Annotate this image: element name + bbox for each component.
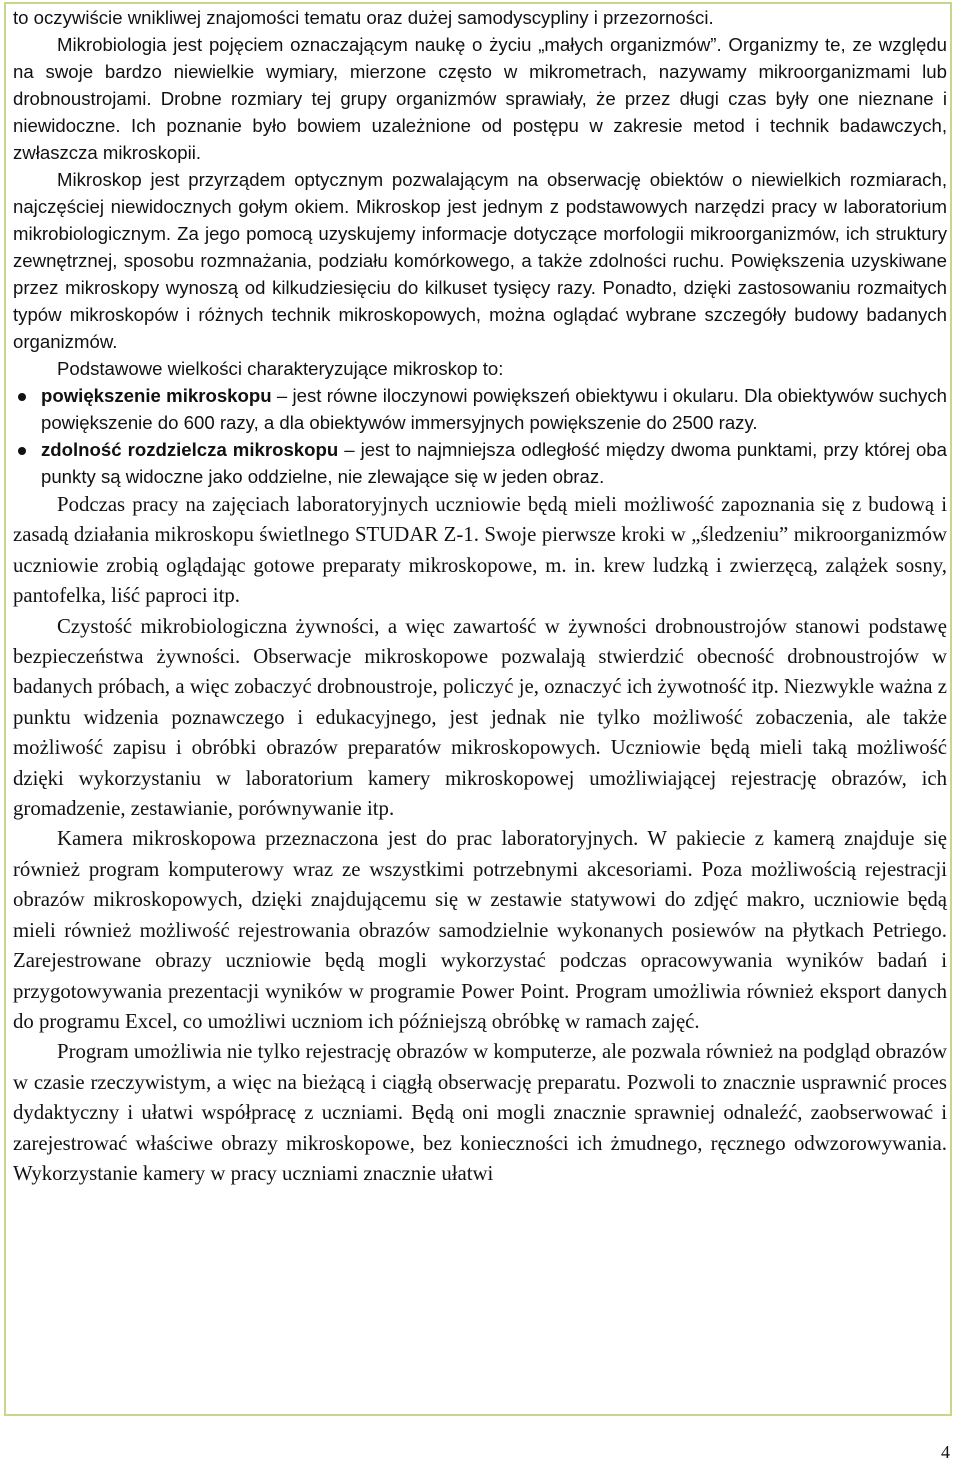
paragraph-software: Program umożliwia nie tylko rejestrację obrazów w komputerze, ale pozwala również na podgląd obrazów w czasie rzeczywistym, a więc na bieżącą i ciągłą obserwację preparatu. Pozwoli to znacznie usprawnić proces dydaktyczny i ułatwi współpracę z uczniami. Będą oni mogli znacznie sprawniej odnaleźć, zaobserwować i zarejestrować właściwe obrazy mikroskopowe, bez konieczności ich żmudnego, ręcznego odwzorowywania. Wykorzystanie kamery w pracy uczniami znacznie ułatwi bbox=[13, 1040, 947, 1185]
paragraph-camera: Kamera mikroskopowa przeznaczona jest do prac laboratoryjnych. W pakiecie z kamerą znajduje się również program komputerowy wraz ze wszystkimi potrzebnymi akcesoriami. Poza możliwością rejestracji obrazów mikroskopowych, dzięki znajdującemu się w zestawie statywowi do zdjęć makro, uczniowie będą mieli również możliwość rejestrowania obrazów samodzielnie wykonanych posiewów na płytkach Petriego. Zarejestrowane obrazy uczniowie będą mogli wykorzystać podczas opracowywania wyników badań i przygotowywania prezentacji wyników w programie Power Point. Program umożliwia również eksport danych do programu Excel, co umożliwi uczniom ich późniejszą obróbkę w ramach zajęć. bbox=[13, 827, 947, 1033]
definition-resolution: – jest to najmniejsza odległość między dwoma punktami, przy której oba punkty są widoczne jako oddzielne, nie zlewające się w jeden obraz. bbox=[41, 439, 947, 487]
paragraph-food-purity: Czystość mikrobiologiczna żywności, a więc zawartość w żywności drobnoustrojów stanowi podstawę bezpieczeństwa żywności. Obserwacje mikroskopowe pozwalają stwierdzić obecność drobnoustrojów w badanych próbach, a więc zobaczyć drobnoustroje, policzyć je, oznaczyć ich żywotność itp. Niezwykle ważna z punktu widzenia poznawczego i edukacyjnego, jest jednak nie tylko możliwość zobaczenia, ale także możliwość zapisu i obróbki obrazów preparatów mikroskopowych. Uczniowie będą mieli taką możliwość dzięki wykorzystaniu w laboratorium kamery mikroskopowej umożliwiającej rejestrację obrazów, ich gromadzenie, zestawianie, porównywanie itp. bbox=[13, 614, 947, 821]
parameters-list bbox=[13, 382, 947, 490]
bullet-icon bbox=[18, 447, 26, 455]
bullet-icon bbox=[18, 393, 26, 401]
paragraph-microbiology: Mikrobiologia jest pojęciem oznaczającym naukę o życiu „małych organizmów”. Organizmy te, ze względu na swoje bardzo niewielkie wymiary, mierzone często w mikrometrach, nazywamy mikroorganizmami lub drobnoustrojami. Drobne rozmiary tej grupy organizmów sprawiały, że przez długi czas były one nieznane i niewidoczne. Ich poznanie było bowiem uzależnione od postępu w zakresie metod i technik badawczych, zwłaszcza mikroskopii. bbox=[13, 34, 947, 163]
sans-section bbox=[13, 4, 947, 490]
list-item bbox=[13, 382, 947, 436]
paragraph-parameters-intro: Podstawowe wielkości charakteryzujące mikroskop to: bbox=[57, 358, 504, 379]
paragraph-continuation: to oczywiście wnikliwej znajomości tematu oraz dużej samodyscypliny i przezorności. bbox=[13, 7, 714, 28]
term-resolution: zdolność rozdzielcza mikroskopu bbox=[41, 439, 339, 460]
serif-section bbox=[13, 490, 947, 1189]
list-item bbox=[13, 436, 947, 490]
paragraph-microscope: Mikroskop jest przyrządem optycznym pozwalającym na obserwację obiektów o niewielkich rozmiarach, najczęściej niewidocznych gołym okiem. Mikroskop jest jednym z podstawowych narzędzi pracy w laboratorium mikrobiologicznym. Za jego pomocą uzyskujemy informacje dotyczące morfologii mikroorganizmów, ich struktury zewnętrznej, sposobu rozmnażania, podziału komórkowego, a także zdolności ruchu. Powiększenia uzyskiwane przez mikroskopy wynoszą od kilkudziesięciu do kilkuset tysięcy razy. Ponadto, dzięki zastosowaniu rozmaitych typów mikroskopów i różnych technik mikroskopowych, można oglądać wybrane szczegóły budowy badanych organizmów. bbox=[13, 169, 947, 352]
document-body bbox=[13, 4, 947, 1189]
definition-magnification: – jest równe iloczynowi powiększeń obiektywu i okularu. Dla obiektywów suchych powiększenie do 600 razy, a dla obiektywów immersyjnych powiększenie do 2500 razy. bbox=[41, 385, 947, 433]
paragraph-lab-classes: Podczas pracy na zajęciach laboratoryjnych uczniowie będą mieli możliwość zapoznania się z budową i zasadą działania mikroskopu świetlnego STUDAR Z-1. Swoje pierwsze kroki w „śledzeniu” mikroorganizmów uczniowie zrobią oglądając gotowe preparaty mikroskopowe, m. in. krew ludzką i zwierzęcą, zalążek sosny, pantofelka, liść paproci itp. bbox=[13, 493, 947, 608]
term-magnification: powiększenie mikroskopu bbox=[41, 385, 272, 406]
page-number: 4 bbox=[941, 1442, 950, 1462]
